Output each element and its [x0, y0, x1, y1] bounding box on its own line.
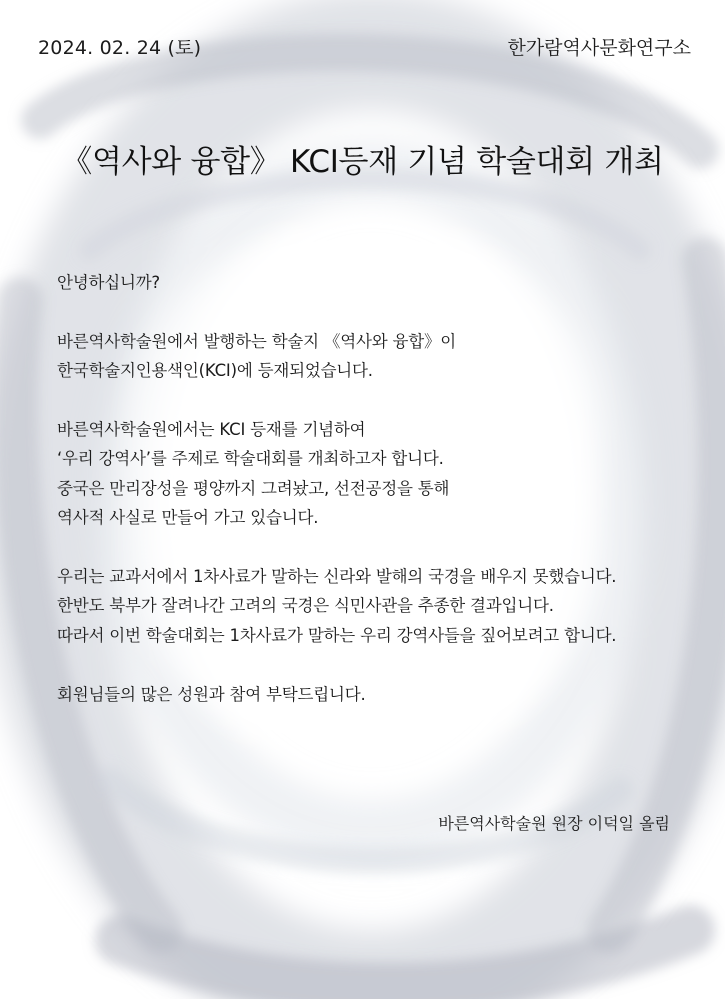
text-line: 회원님들의 많은 성원과 참여 부탁드립니다.: [57, 684, 366, 704]
text-line: 안녕하십니까?: [57, 273, 160, 292]
text-line: 중국은 만리장성을 평양까지 그려놨고, 선전공정을 통해: [57, 478, 450, 498]
text-line: 바른역사학술원에서는 KCI 등재를 기념하여: [57, 420, 366, 439]
text-line: 우리는 교과서에서 1차사료가 말하는 신라와 발해의 국경을 배우지 못했습니다.: [57, 567, 617, 587]
text-line: 역사적 사실로 만들어 가고 있습니다.: [57, 508, 319, 528]
signature: 바른역사학술원 원장 이덕일 올림: [438, 814, 670, 833]
greeting-paragraph: [57, 268, 707, 297]
announcement-paragraph: [57, 327, 707, 386]
text-line: 바른역사학술원에서 발행하는 학술지 《역사와 융합》이: [57, 331, 457, 351]
date-header: 2024. 02. 24 (토): [38, 37, 202, 59]
closing-paragraph: [57, 680, 707, 709]
organization-header: 한가람역사문화연구소: [507, 37, 691, 59]
text-line: 한국학술지인용색인(KCI)에 등재되었습니다.: [57, 361, 373, 381]
text-line: 한반도 북부가 잘려나간 고려의 국경은 식민사관을 추종한 결과입니다.: [57, 596, 554, 616]
document-title: 《역사와 융합》 KCI등재 기념 학술대회 개최: [61, 144, 664, 180]
text-line: 따라서 이번 학술대회는 1차사료가 말하는 우리 강역사들을 짚어보려고 합니다.: [57, 625, 617, 645]
history-paragraph: [57, 562, 707, 650]
text-line: ‘우리 강역사’를 주제로 학술대회를 개최하고자 합니다.: [57, 449, 444, 469]
letter-body: [57, 268, 707, 738]
purpose-paragraph: [57, 415, 707, 533]
